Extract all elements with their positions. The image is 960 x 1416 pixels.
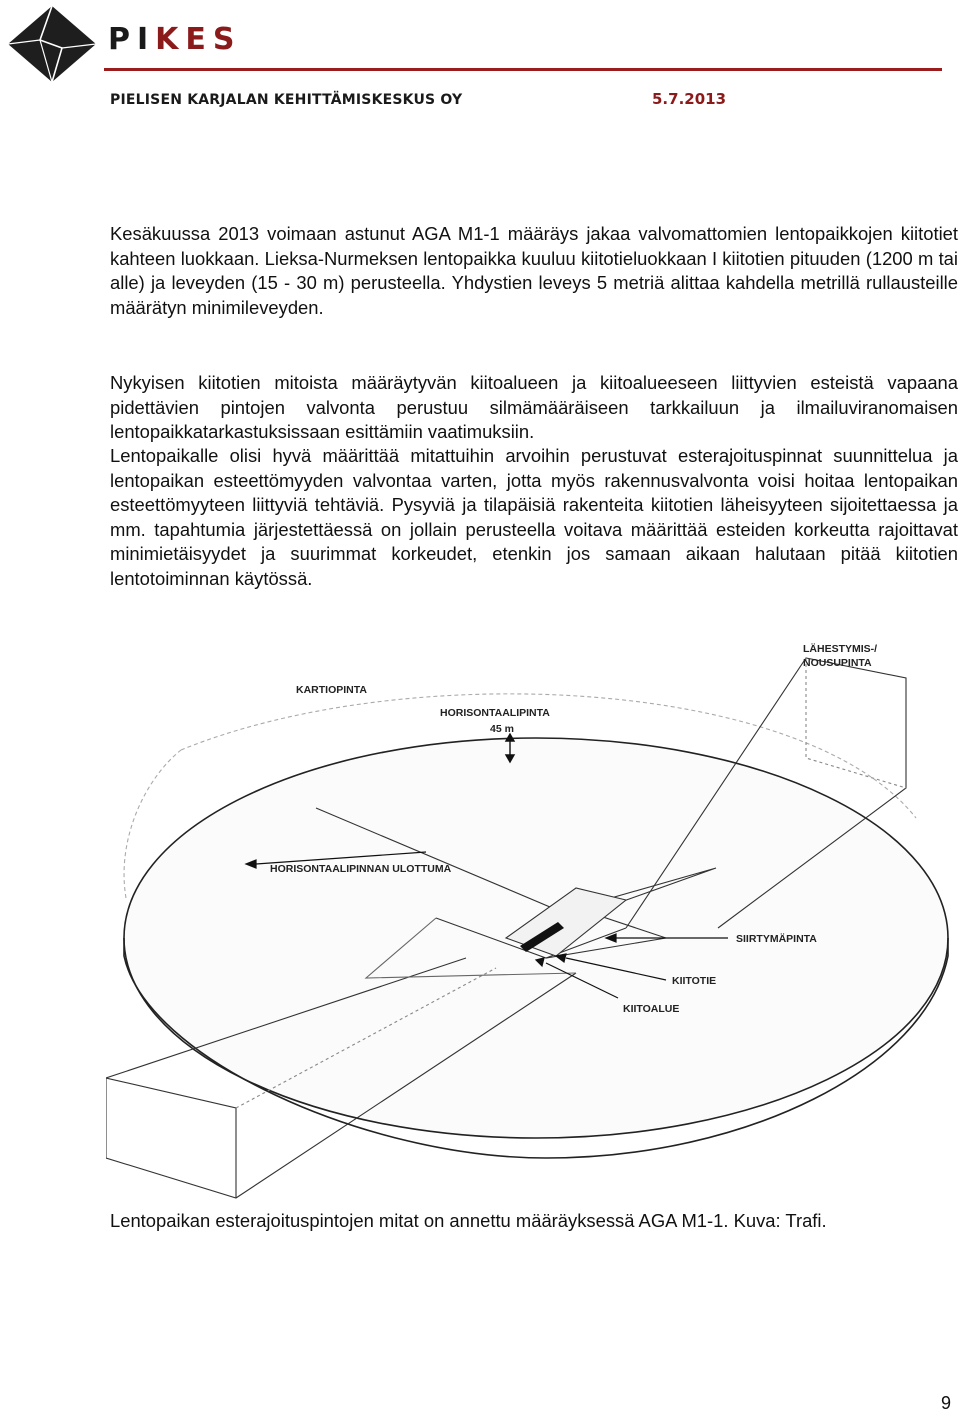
label-runway-strip: KIITOALUE xyxy=(623,1003,680,1015)
label-approach-line2: NOUSUPINTA xyxy=(803,657,872,669)
paragraph-1: Kesäkuussa 2013 voimaan astunut AGA M1-1 määräys jakaa valvomattomien lentopaikkojen kiitotiet kahteen luokkaan. Lieksa-Nurmeksen lentopaikka kuuluu kiitotieluokkaan I kiitotien pituuden (1200 m tai alle) ja leveyden (15 - 30 m) perusteella. Yhdystien leveys 5 metriä alittaa kahdella metrillä rullausteille määrätyn minimileveyden. xyxy=(110,223,958,318)
page-number: 9 xyxy=(941,1393,952,1413)
obstacle-surfaces-diagram xyxy=(106,638,960,1208)
figure-caption: Lentopaikan esterajoituspintojen mitat on annettu määräyksessä AGA M1-1. Kuva: Trafi. xyxy=(110,1210,827,1231)
paragraph-2: Nykyisen kiitotien mitoista määräytyvän kiitoalueen ja kiitoalueeseen liittyvien esteistä vapaana pidettävien pintojen valvonta perustuu silmämääräiseen tarkkailuun ja ilmailuviranomaisen lentopaikkatarkastuksissaan esittämiin vaatimuksiin. xyxy=(110,372,958,442)
label-runway: KIITOTIE xyxy=(672,975,717,987)
header-rule xyxy=(104,68,942,71)
label-conical: KARTIOPINTA xyxy=(296,684,367,696)
label-approach-line1: LÄHESTYMIS-/ xyxy=(803,643,878,655)
paragraph-3: Lentopaikalle olisi hyvä määrittää mitattuihin arvoihin perustuvat esterajoituspinnat suunnittelua ja lentopaikan esteettömyyden valvontaa varten, jotta myös rakennusvalvonta voisi hoitaa lentopaikan esteettömyyteen liittyviä tehtäviä. Pysyviä ja tilapäisiä rakenteita kiitotien läheisyyteen sijoitettaessa ja mm. tapahtumia järjestettäessä on jollain perusteella voitava määrittää esteiden korkeutta rajoittavat minimietäisyydet ja suurimmat korkeudet, etenkin jos samaan aikaan halutaan pitää kiitotien lentotoiminnan käytössä. xyxy=(110,445,958,589)
label-horizontal: HORISONTAALIPINTA xyxy=(440,707,550,719)
label-transitional: SIIRTYMÄPINTA xyxy=(736,933,817,945)
brand-name-accent: KES xyxy=(155,22,242,57)
pikes-logo xyxy=(4,4,100,84)
label-horizontal-extent: HORISONTAALIPINNAN ULOTTUMA xyxy=(270,863,452,875)
brand-name: PIKES xyxy=(108,22,242,57)
organization-name: PIELISEN KARJALAN KEHITTÄMISKESKUS OY xyxy=(110,92,463,108)
label-height: 45 m xyxy=(490,723,514,735)
document-date: 5.7.2013 xyxy=(652,90,727,108)
